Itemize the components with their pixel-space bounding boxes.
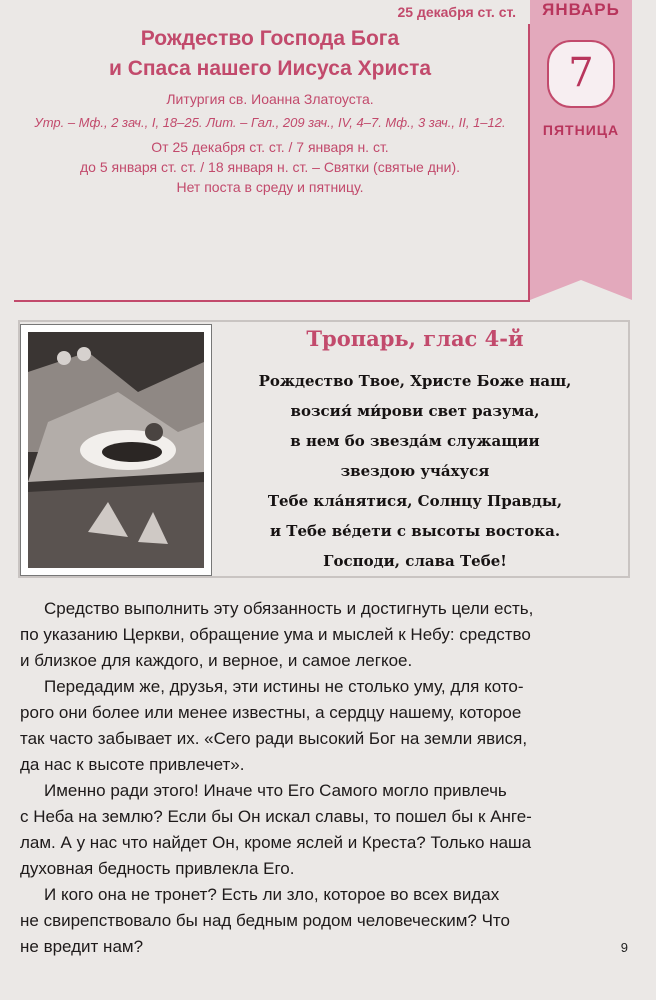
period-line-1: От 25 декабря ст. ст. / 7 января н. ст.: [151, 139, 389, 155]
body-line-4: Передадим же, друзья, эти истины не столько уму, для кото-: [44, 677, 524, 696]
body-line-2: по указанию Церкви, обращение ума и мыслей к Небу: средство: [20, 625, 531, 644]
body-line-12: И кого она не тронет? Есть ли зло, которое во всех видах: [44, 885, 500, 904]
troparion-line-1: Рождество Твое, Христе Боже наш,: [258, 372, 572, 390]
body-line-6: так часто забывает их. «Сего ради высокий Бог на земли явися,: [20, 729, 528, 748]
troparion-line-7: Господи, слава Тебе!: [323, 552, 507, 570]
nativity-icon-image: [20, 324, 212, 576]
troparion-line-4: звездою уча́хуся: [340, 462, 490, 480]
body-line-3: и близкое для каждого, и верное, и самое легкое.: [20, 651, 413, 670]
body-line-14: не вредит нам?: [20, 937, 144, 956]
page-number: 9: [620, 940, 628, 955]
body-line-13: не свирепствовало бы над бедным родом человеческим? Что: [20, 911, 510, 930]
body-line-11: духовная бедность привлекла Его.: [20, 859, 295, 878]
calendar-weekday: ПЯТНИЦА: [542, 122, 620, 138]
troparion-line-2: возсия́ ми́рови свет разума,: [290, 402, 540, 420]
body-line-8: Именно ради этого! Иначе что Его Самого могло привлечь: [44, 781, 507, 800]
period-line-2: до 5 января ст. ст. / 18 января н. ст. – Святки (святые дни).: [80, 159, 460, 175]
feast-title-line-1: Рождество Господа Бога: [140, 27, 400, 50]
fasting-note: Нет поста в среду и пятницу.: [176, 179, 364, 195]
old-style-date: 25 декабря ст. ст.: [397, 4, 516, 20]
feast-title-line-2: и Спаса нашего Иисуса Христа: [108, 57, 432, 80]
readings-note: Утр. – Мф., 2 зач., I, 18–25. Лит. – Гал., 209 зач., IV, 4–7. Мф., 3 зач., II, 1–12.: [34, 115, 506, 130]
troparion-line-3: в нем бо звезда́м служащии: [290, 432, 540, 450]
body-line-5: рого они более или менее известны, а сердцу нашему, которое: [20, 703, 522, 722]
calendar-tab-notch: [530, 280, 632, 300]
troparion-line-6: и Тебе ве́дети с высоты востока.: [269, 522, 561, 540]
troparion-title: Тропарь, глас 4-й: [306, 326, 524, 351]
calendar-month: ЯНВАРЬ: [542, 0, 620, 19]
body-line-7: да нас к высоте привлечет».: [20, 755, 245, 774]
feast-title: [20, 24, 520, 84]
body-line-9: с Неба на землю? Если бы Он искал славы, то пошел бы к Анге-: [20, 807, 532, 826]
calendar-day-badge: [547, 40, 615, 108]
body-line-1: Средство выполнить эту обязанность и достигнуть цели есть,: [44, 599, 534, 618]
liturgy-note: Литургия св. Иоанна Златоуста.: [166, 91, 374, 107]
calendar-day-number: 7: [568, 50, 594, 96]
troparion-line-5: Тебе кла́нятися, Солнцу Правды,: [267, 492, 563, 510]
nativity-icon-illustration: [28, 332, 204, 568]
body-line-10: лам. А у нас что найдет Он, кроме яслей и Креста? Только наша: [20, 833, 532, 852]
